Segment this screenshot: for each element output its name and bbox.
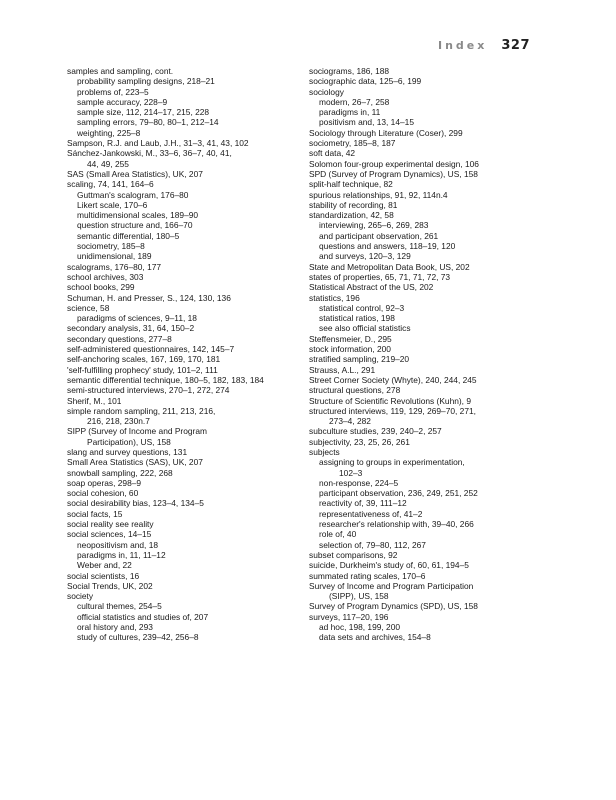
index-subentry: paradigms of sciences, 9–11, 18	[77, 313, 197, 324]
index-subentry: 102–3	[339, 467, 363, 478]
index-subentry: sampling errors, 79–80, 80–1, 212–14	[77, 117, 219, 128]
index-entry: structural questions, 278	[309, 385, 401, 396]
index-entry: split-half technique, 82	[309, 179, 393, 190]
index-entry: SAS (Small Area Statistics), UK, 207	[67, 168, 203, 179]
index-entry: simple random sampling, 211, 213, 216,	[67, 405, 216, 416]
index-subentry: representativeness of, 41–2	[319, 508, 423, 519]
index-subentry: modern, 26–7, 258	[319, 96, 390, 107]
index-subentry: probability sampling designs, 218–21	[77, 76, 215, 87]
index-entry: SPD (Survey of Program Dynamics), US, 158	[309, 168, 478, 179]
index-entry: (SIPP), US, 158	[329, 591, 389, 602]
index-subentry: problems of, 223–5	[77, 86, 149, 97]
index-entry: social cohesion, 60	[67, 488, 139, 499]
index-entry: self-administered questionnaires, 142, 145–7	[67, 344, 235, 355]
index-subentry: Weber and, 22	[77, 560, 132, 571]
index-entry: 44, 49, 255	[87, 158, 129, 169]
index-entry: structured interviews, 119, 129, 269–70, 271,	[309, 405, 476, 416]
index-entry: subjectivity, 23, 25, 26, 261	[309, 436, 410, 447]
index-entry: social scientists, 16	[67, 570, 140, 581]
index-subentry: statistical control, 92–3	[319, 302, 405, 313]
index-entry: Social Trends, UK, 202	[67, 580, 153, 591]
index-entry: subjects	[309, 446, 340, 457]
page-number: 327	[501, 38, 530, 53]
index-subentry: Guttman's scalogram, 176–80	[77, 189, 189, 200]
index-subentry: statistical ratios, 198	[319, 313, 395, 324]
index-entry: states of properties, 65, 71, 71, 72, 73	[309, 271, 451, 282]
index-subentry: data sets and archives, 154–8	[319, 632, 431, 643]
index-subentry: and surveys, 120–3, 129	[319, 251, 411, 262]
index-entry: stratified sampling, 219–20	[309, 354, 410, 365]
index-entry: science, 58	[67, 302, 110, 313]
index-subentry: assigning to groups in experimentation,	[319, 457, 465, 468]
index-entry: suicide, Durkheim's study of, 60, 61, 194–5	[309, 560, 469, 571]
index-entry: semantic differential technique, 180–5, 182, 183, 184	[67, 374, 264, 385]
index-entry: 216, 218, 230n.7	[87, 416, 150, 427]
index-subentry: selection of, 79–80, 112, 267	[319, 539, 426, 550]
index-entry: secondary analysis, 31, 64, 150–2	[67, 323, 195, 334]
index-subentry: see also official statistics	[319, 323, 411, 334]
index-subentry: role of, 40	[319, 529, 357, 540]
index-subentry: cultural themes, 254–5	[77, 601, 162, 612]
index-subentry: and participant observation, 261	[319, 230, 439, 241]
index-entry: stability of recording, 81	[309, 199, 398, 210]
index-entry: standardization, 42, 58	[309, 210, 394, 221]
index-subentry: oral history and, 293	[77, 622, 153, 633]
index-entry: snowball sampling, 222, 268	[67, 467, 173, 478]
index-entry: semi-structured interviews, 270–1, 272, 274	[67, 385, 230, 396]
index-column-left	[67, 66, 292, 643]
index-entry: subculture studies, 239, 240–2, 257	[309, 426, 442, 437]
index-entry: 'self-fulfilling prophecy' study, 101–2, 111	[67, 364, 218, 375]
index-entry: social reality see reality	[67, 519, 154, 530]
index-entry: SIPP (Survey of Income and Program	[67, 426, 207, 437]
index-entry: sociographic data, 125–6, 199	[309, 76, 422, 87]
index-entry: social sciences, 14–15	[67, 529, 152, 540]
index-entry: society	[67, 591, 94, 602]
index-subentry: reactivity of, 39, 111–12	[319, 498, 407, 509]
index-subentry: sociometry, 185–8	[77, 241, 145, 252]
index-entry: Steffensmeier, D., 295	[309, 333, 392, 344]
index-subentry: paradigms in, 11	[319, 107, 381, 118]
index-subentry: unidimensional, 189	[77, 251, 152, 262]
running-title: Index	[438, 39, 488, 52]
index-subentry: question structure and, 166–70	[77, 220, 193, 231]
index-entry: State and Metropolitan Data Book, US, 202	[309, 261, 470, 272]
index-entry: Sherif, M., 101	[67, 395, 122, 406]
index-subentry: questions and answers, 118–19, 120	[319, 241, 456, 252]
index-entry: social desirability bias, 123–4, 134–5	[67, 498, 204, 509]
index-entry: Structure of Scientific Revolutions (Kuhn), 9	[309, 395, 471, 406]
index-entry: school archives, 303	[67, 271, 144, 282]
index-entry: statistics, 196	[309, 292, 360, 303]
index-subentry: semantic differential, 180–5	[77, 230, 180, 241]
page-header	[438, 38, 530, 53]
index-entry: Statistical Abstract of the US, 202	[309, 282, 434, 293]
index-entry: surveys, 117–20, 196	[309, 611, 389, 622]
index-entry: Participation), US, 158	[87, 436, 171, 447]
index-entry: soap operas, 298–9	[67, 477, 142, 488]
index-subentry: sample size, 112, 214–17, 215, 228	[77, 107, 210, 118]
index-entry: soft data, 42	[309, 148, 356, 159]
index-subentry: participant observation, 236, 249, 251, 252	[319, 488, 478, 499]
index-subentry: researcher's relationship with, 39–40, 266	[319, 519, 474, 530]
index-entry: sociograms, 186, 188	[309, 66, 390, 76]
index-entry: Solomon four-group experimental design, 106	[309, 158, 479, 169]
index-entry: stock information, 200	[309, 344, 391, 355]
index-entry: Schuman, H. and Presser, S., 124, 130, 136	[67, 292, 231, 303]
index-entry: Street Corner Society (Whyte), 240, 244, 245	[309, 374, 477, 385]
index-entry: summated rating scales, 170–6	[309, 570, 426, 581]
index-subentry: ad hoc, 198, 199, 200	[319, 622, 401, 633]
index-subentry: official statistics and studies of, 207	[77, 611, 209, 622]
index-subentry: paradigms in, 11, 11–12	[77, 549, 166, 560]
index-entry: scalograms, 176–80, 177	[67, 261, 162, 272]
index-entry: 273–4, 282	[329, 416, 371, 427]
index-entry: Survey of Income and Program Participation	[309, 580, 474, 591]
index-subentry: Likert scale, 170–6	[77, 199, 148, 210]
index-subentry: study of cultures, 239–42, 256–8	[77, 632, 199, 643]
index-entry: Small Area Statistics (SAS), UK, 207	[67, 457, 203, 468]
index-subentry: weighting, 225–8	[77, 127, 141, 138]
index-entry: slang and survey questions, 131	[67, 446, 188, 457]
index-entry: school books, 299	[67, 282, 135, 293]
index-entry: Sociology through Literature (Coser), 299	[309, 127, 463, 138]
index-entry: sociometry, 185–8, 187	[309, 138, 396, 149]
index-entry: secondary questions, 277–8	[67, 333, 172, 344]
index-subentry: non-response, 224–5	[319, 477, 399, 488]
index-column-right	[309, 66, 547, 643]
index-subentry: multidimensional scales, 189–90	[77, 210, 199, 221]
index-entry: self-anchoring scales, 167, 169, 170, 181	[67, 354, 221, 365]
index-entry: Sampson, R.J. and Laub, J.H., 31–3, 41, 43, 102	[67, 138, 249, 149]
index-subentry: interviewing, 265–6, 269, 283	[319, 220, 429, 231]
index-entry: scaling, 74, 141, 164–6	[67, 179, 154, 190]
index-entry: sociology	[309, 86, 344, 97]
index-entry: social facts, 15	[67, 508, 123, 519]
index-subentry: neopositivism and, 18	[77, 539, 159, 550]
index-entry: spurious relationships, 91, 92, 114n.4	[309, 189, 448, 200]
index-entry: Strauss, A.L., 291	[309, 364, 376, 375]
index-entry: samples and sampling, cont.	[67, 66, 174, 76]
index-entry: Sánchez-Jankowski, M., 33–6, 36–7, 40, 41,	[67, 148, 232, 159]
index-entry: subset comparisons, 92	[309, 549, 398, 560]
index-subentry: positivism and, 13, 14–15	[319, 117, 414, 128]
index-entry: Survey of Program Dynamics (SPD), US, 158	[309, 601, 478, 612]
index-subentry: sample accuracy, 228–9	[77, 96, 168, 107]
